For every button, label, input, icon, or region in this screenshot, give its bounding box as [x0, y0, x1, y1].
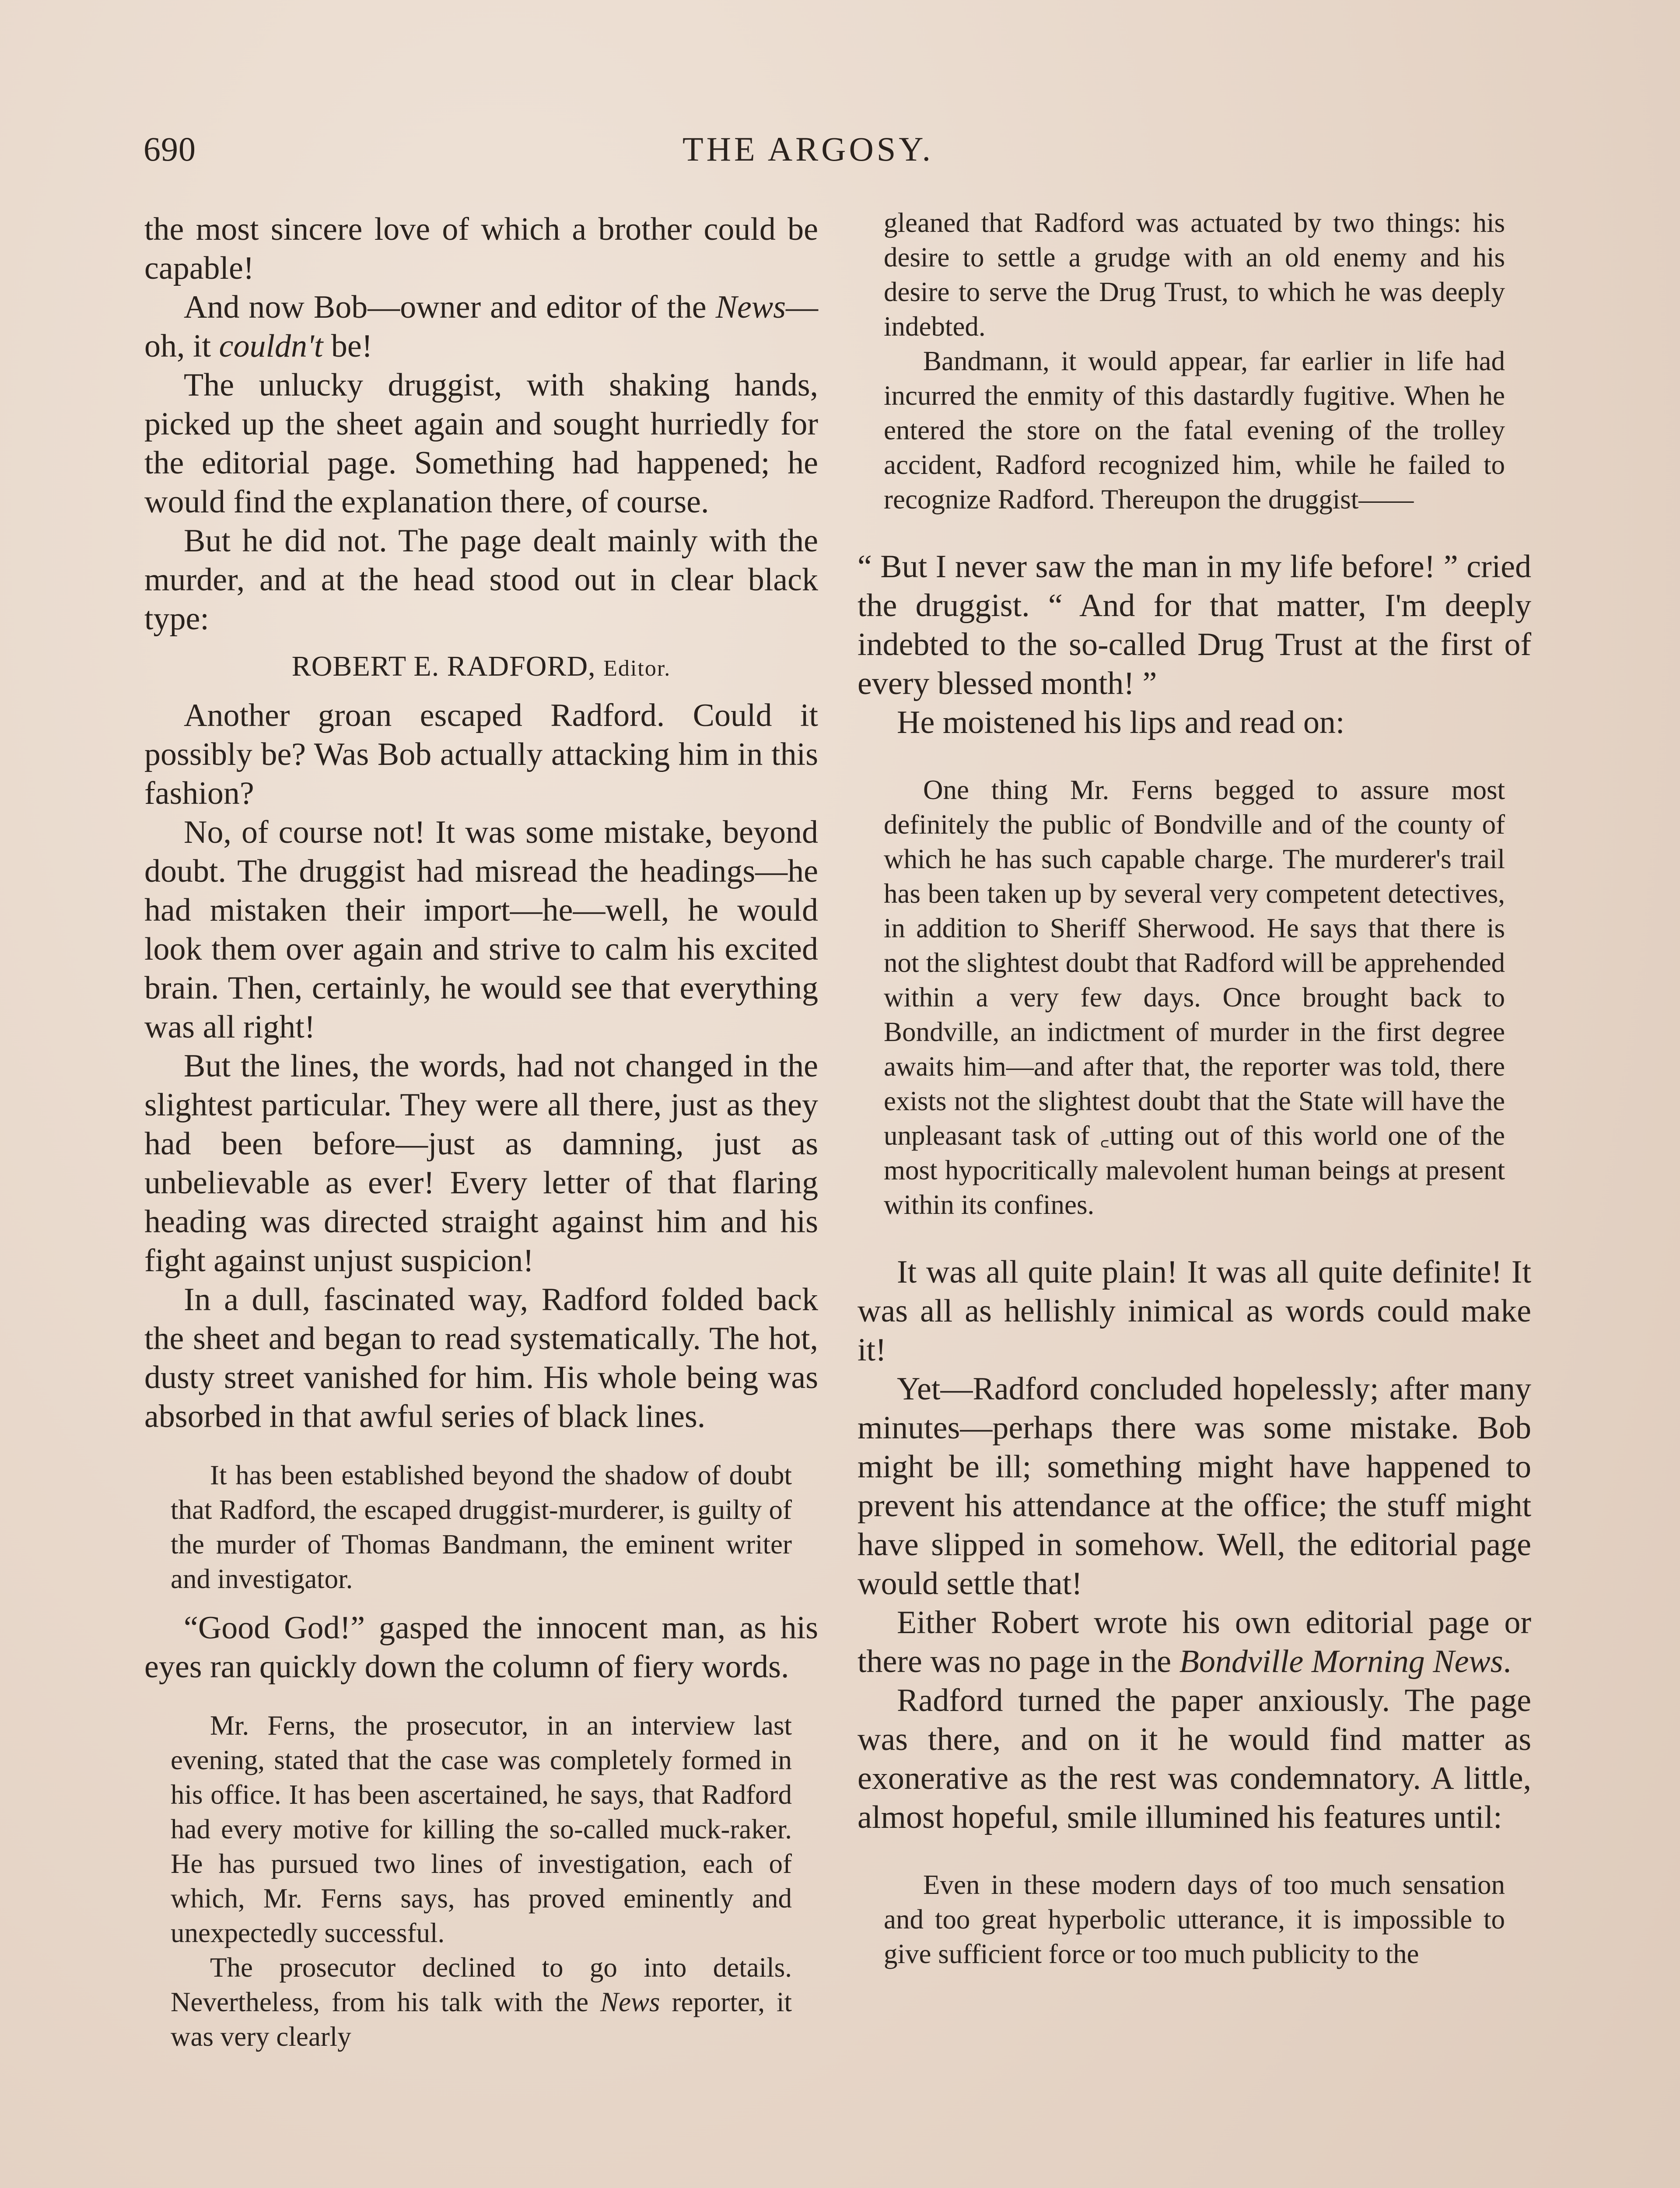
italic-text: News [715, 289, 786, 325]
text-run: And now Bob—owner and editor of the [184, 289, 716, 325]
paragraph: the most sincere love of which a brother could be capable! [144, 211, 818, 286]
paragraph: Another groan escaped Radford. Could it possibly be? Was Bob actually attacking him in this fashion? [144, 698, 818, 811]
text-run: reporter, it was very clearly [171, 1987, 792, 2052]
newspaper-quote: Mr. Ferns, the prosecutor, in an interview last evening, stated that the case was completely formed in his office. It has been ascertained, he says, that Radford had every motive for killing the so-called muck-raker. He has pursued two lines of investigation, each of which, Mr. Ferns says, has proved eminently and unexpectedly successful. [171, 1710, 792, 1948]
text-run: The prosecutor declined to go into details. Nevertheless, from his talk with the [171, 1952, 792, 2017]
paragraph: “ But I never saw the man in my life before! ” cried the druggist. “ And for that matter, I'm deeply indebted to the so-called Drug Trust at the first of every blessed month! ” [858, 549, 1531, 701]
paragraph: But he did not. The page dealt mainly with the murder, and at the head stood out in clear black type: [144, 523, 818, 637]
running-head: THE ARGOSY. [682, 130, 934, 168]
newspaper-quote [171, 1950, 792, 2054]
text-run: be! [323, 328, 373, 364]
italic-text: Bondville Morning News [1179, 1644, 1503, 1680]
newspaper-quote: One thing Mr. Ferns begged to assure most definitely the public of Bondville and of the county of which he has such capable charge. The murderer's trail has been taken up by several very competent detectives, in addition to Sheriff Sherwood. He says that there is not the slightest doubt that Radford will be apprehended within a very few days. Once brought back to Bondville, an indictment of murder in the first degree awaits him—and after that, the reporter was told, there exists not the slightest doubt that the State will have the unpleasant task of ꜀utting out of this world one of the most hypocritically malevolent human beings at present within its confines. [884, 775, 1505, 1220]
paragraph: No, of course not! It was some mistake, beyond doubt. The druggist had misread the headings—he had mistaken their import—he—well, he would look them over again and strive to calm his excited brain. Then, certainly, he would see that everything was all right! [144, 814, 818, 1045]
text-run: . [1503, 1644, 1512, 1680]
paragraph: The unlucky druggist, with shaking hands, picked up the sheet again and sought hurriedly for the editorial page. Something had happened; he would find the explanation there, of course. [144, 367, 818, 520]
left-column [144, 210, 818, 2054]
paragraph [144, 288, 818, 366]
newspaper-quote: It has been established beyond the shadow of doubt that Radford, the escaped druggist-murderer, is guilty of the murder of Thomas Bandmann, the eminent writer and investigator. [171, 1460, 792, 1594]
paragraph: In a dull, fascinated way, Radford folded back the sheet and began to read systematically. The hot, dusty street vanished for him. His whole being was absorbed in that awful series of black lines. [144, 1282, 818, 1434]
paragraph: It was all quite plain! It was all quite definite! It was all as hellishly inimical as words could make it! [858, 1254, 1531, 1368]
italic-text: News [600, 1987, 660, 2017]
newspaper-quote: gleaned that Radford was actuated by two things: his desire to settle a grudge with an old enemy and his desire to serve the Drug Trust, to which he was deeply indebted. [884, 207, 1505, 342]
paragraph: “Good God!” gasped the innocent man, as his eyes ran quickly down the column of fiery words. [144, 1610, 818, 1685]
paragraph: Radford turned the paper anxiously. The page was there, and on it he would find matter as exonerative as the rest was condemnatory. A little, almost hopeful, smile illumined his features until: [858, 1683, 1531, 1835]
text-run: —oh, it [144, 289, 818, 364]
paragraph: He moistened his lips and read on: [897, 705, 1345, 740]
editor-byline [144, 650, 818, 683]
byline-role: Editor. [603, 656, 671, 681]
text-run: Either Robert wrote his own editorial page or there was no page in the [858, 1605, 1531, 1680]
newspaper-quote: Even in these modern days of too much sensation and too great hyperbolic utterance, it is impossible to give sufficient force or too much publicity to the [884, 1869, 1505, 1969]
paragraph: Yet—Radford concluded hopelessly; after many minutes—perhaps there was some mistake. Bob might be ill; something might have happened to prevent his attendance at the office; the stuff might have slipped in somehow. Well, the editorial page would settle that! [858, 1371, 1531, 1602]
newspaper-quote: Bandmann, it would appear, far earlier in life had incurred the enmity of this dastardly fugitive. When he entered the store on the fatal evening of the trolley accident, Radford recognized him, while he failed to recognize Radford. Thereupon the druggist—— [884, 346, 1505, 515]
paragraph: But the lines, the words, had not changed in the slightest particular. They were all there, just as they had been before—just as damning, just as unbelievable as ever! Every letter of that flaring heading was directed straight against him and his fight against unjust suspicion! [144, 1048, 818, 1279]
paragraph [858, 1603, 1531, 1681]
page-number: 690 [144, 130, 196, 168]
byline-name: ROBERT E. RADFORD, [291, 650, 596, 682]
italic-text: couldn't [219, 328, 323, 364]
right-column [858, 206, 1531, 1971]
